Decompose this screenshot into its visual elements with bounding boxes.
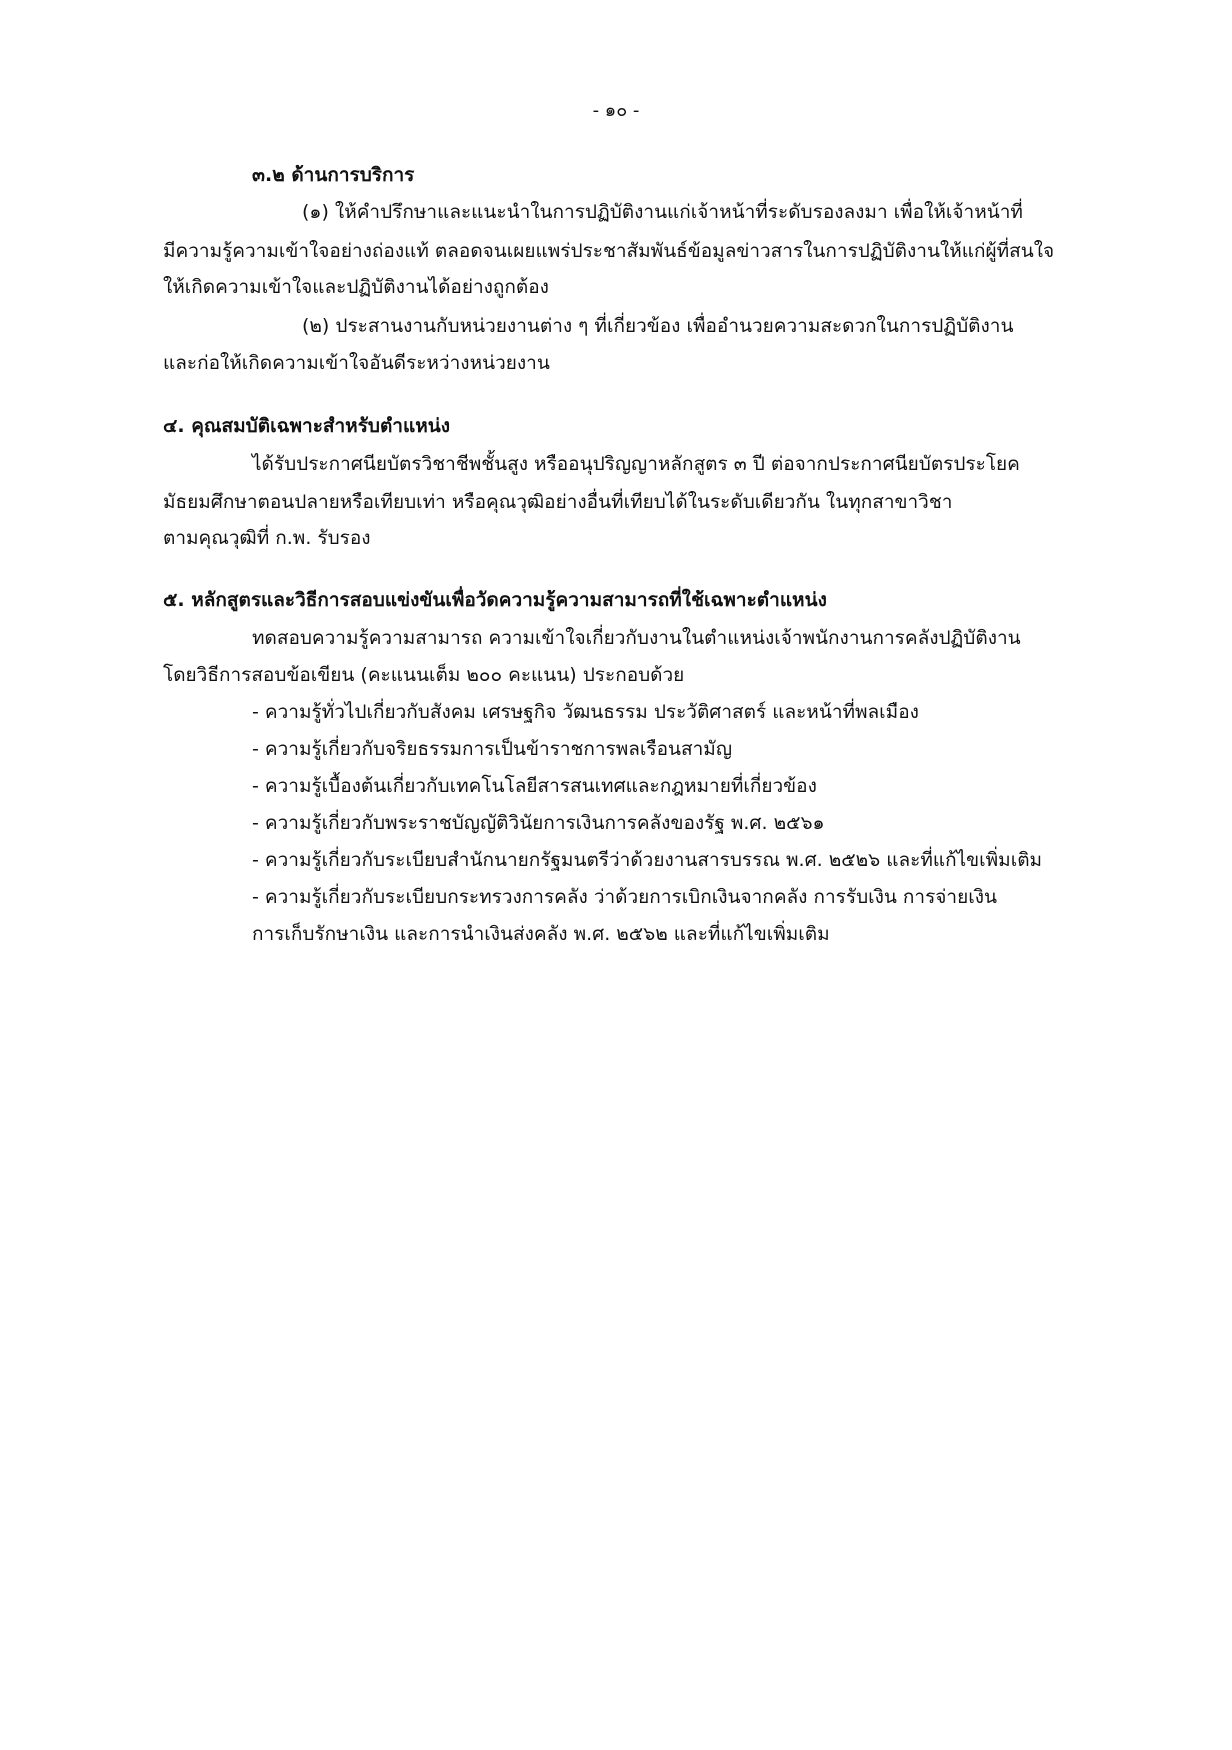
s5-bullet-1: - ความรู้ทั่วไปเกี่ยวกับสังคม เศรษฐกิจ วัฒนธรรม ประวัติศาสตร์ และหน้าที่พลเมือง [252,701,919,723]
s32-item1-line1: (๑) ให้คำปรึกษาและแนะนำในการปฏิบัติงานแก่เจ้าหน้าที่ระดับรองลงมา เพื่อให้เจ้าหน้าที่ [302,201,1023,223]
page-number: - ๑๐ - [592,100,640,121]
s5-intro-line2: โดยวิธีการสอบข้อเขียน (คะแนนเต็ม ๒๐๐ คะแนน) ประกอบด้วย [163,664,685,686]
s5-bullet-3: - ความรู้เบื้องต้นเกี่ยวกับเทคโนโลยีสารสนเทศและกฎหมายที่เกี่ยวข้อง [252,775,817,797]
s32-item1-line2: มีความรู้ความเข้าใจอย่างถ่องแท้ ตลอดจนเผยแพร่ประชาสัมพันธ์ข้อมูลข่าวสารในการปฏิบัติงานให้แก่ผู้ที่สนใจ [163,240,1055,262]
s5-bullet-6: - ความรู้เกี่ยวกับระเบียบกระทรวงการคลัง ว่าด้วยการเบิกเงินจากคลัง การรับเงิน การจ่ายเงิน [252,886,997,908]
s32-item2-line2: และก่อให้เกิดความเข้าใจอันดีระหว่างหน่วยงาน [163,352,550,374]
s5-intro-line1: ทดสอบความรู้ความสามารถ ความเข้าใจเกี่ยวกับงานในตำแหน่งเจ้าพนักงานการคลังปฏิบัติงาน [252,627,1021,649]
s4-line2: มัธยมศึกษาตอนปลายหรือเทียบเท่า หรือคุณวุฒิอย่างอื่นที่เทียบได้ในระดับเดียวกัน ในทุกสาขาวิชา [163,491,953,513]
s5-bullet-2: - ความรู้เกี่ยวกับจริยธรรมการเป็นข้าราชการพลเรือนสามัญ [252,738,733,760]
s5-bullet-6-cont: การเก็บรักษาเงิน และการนำเงินส่งคลัง พ.ศ. ๒๕๖๒ และที่แก้ไขเพิ่มเติม [252,923,830,945]
section-4-heading: ๔. คุณสมบัติเฉพาะสำหรับตำแหน่ง [163,415,451,437]
s32-item2-line1: (๒) ประสานงานกับหน่วยงานต่าง ๆ ที่เกี่ยวข้อง เพื่ออำนวยความสะดวกในการปฏิบัติงาน [302,315,1014,337]
s4-line1: ได้รับประกาศนียบัตรวิชาชีพชั้นสูง หรืออนุปริญญาหลักสูตร ๓ ปี ต่อจากประกาศนียบัตรประโยค [252,453,1020,475]
s5-bullet-4: - ความรู้เกี่ยวกับพระราชบัญญัติวินัยการเงินการคลังของรัฐ พ.ศ. ๒๕๖๑ [252,812,825,834]
section-5-heading: ๕. หลักสูตรและวิธีการสอบแข่งขันเพื่อวัดความรู้ความสามารถที่ใช้เฉพาะตำแหน่ง [163,589,827,611]
section-3-2-heading: ๓.๒ ด้านการบริการ [252,164,415,186]
s4-line3: ตามคุณวุฒิที่ ก.พ. รับรอง [163,527,371,549]
s32-item1-line3: ให้เกิดความเข้าใจและปฏิบัติงานได้อย่างถูกต้อง [163,276,549,298]
s5-bullet-5: - ความรู้เกี่ยวกับระเบียบสำนักนายกรัฐมนตรีว่าด้วยงานสารบรรณ พ.ศ. ๒๕๒๖ และที่แก้ไขเพิ่มเติม [252,849,1043,871]
